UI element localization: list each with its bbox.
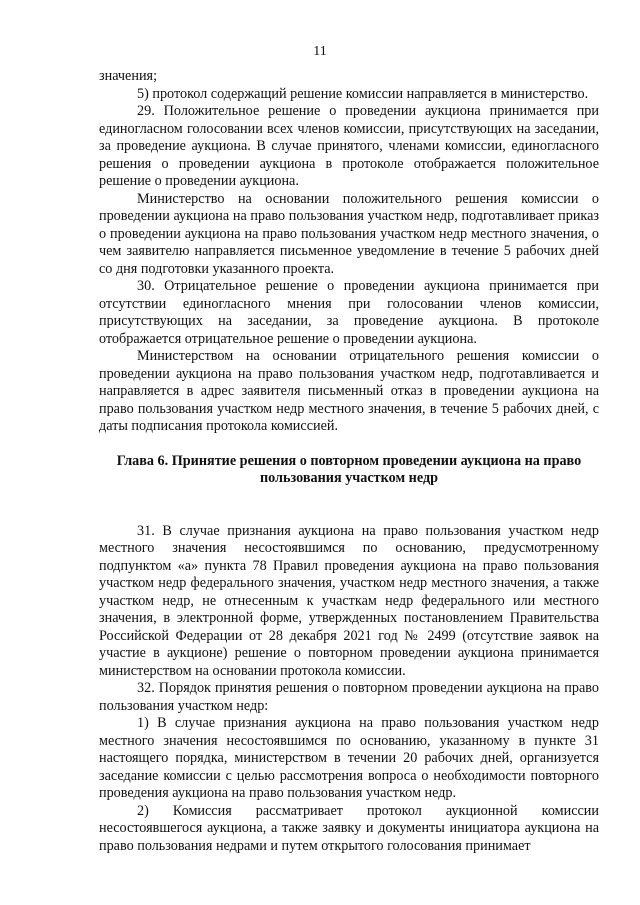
paragraph: 2) Комиссия рассматривает протокол аукционной комиссии несостоявшегося аукциона, а также заявку и документы инициатора аукциона на право пользования недрами и путем открытого голосования принимает — [99, 802, 599, 854]
paragraph: 31. В случае признания аукциона на право пользования участком недр местного значения несостоявшимся по основанию, предусмотренному подпунктом «а» пункта 78 Правил проведения аукциона на право пользования участком недр федерального значения, участком недр местного значения, а также участком недр, не отнесенным к участкам недр федерального или местного значения, в электронной форме, утвержденных постановлением Правительства Российской Федерации от 28 декабря 2021 год № 2499 (отсутствие заявок на участие в аукционе) решение о повторном проведении аукциона принимается министерством на основании протокола комиссии. — [99, 522, 599, 679]
paragraph: Министерство на основании положительного решения комиссии о проведении аукциона на право пользования участком недр, подготавливает приказ о проведении аукциона на право пользования участком недр местного значения, о чем заявителю направляется письменное уведомление в течение 5 рабочих дней со дня подготовки указанного проекта. — [99, 190, 599, 277]
paragraph: значения; — [99, 68, 158, 84]
paragraph: 1) В случае признания аукциона на право пользования участком недр местного значения несостоявшимся по основанию, указанному в пункте 31 настоящего порядка, министерством в течении 20 рабочих дней, организуется заседание комиссии с целью рассмотрения вопроса о необходимости повторного проведения аукциона на право пользования участком недр. — [99, 715, 599, 801]
paragraph: 29. Положительное решение о проведении аукциона принимается при единогласном голосовании всех членов комиссии, присутствующих на заседании, за проведение аукциона. В случае принятого, членами комиссии, единогласного решения о проведении аукциона в протоколе отображается положительное решение о проведении аукциона. — [99, 103, 599, 189]
document-body — [99, 68, 599, 855]
paragraph: 30. Отрицательное решение о проведении аукциона принимается при отсутствии единогласного мнения при голосовании членов комиссии, присутствующих на заседании, за проведение аукциона. В протоколе отображается отрицательное решение о проведении аукциона. — [99, 278, 599, 347]
page-number: 11 — [313, 44, 327, 59]
paragraph: Министерством на основании отрицательного решения комиссии о проведении аукциона на право пользования участком недр, подготавливается и направляется в адрес заявителя письменный отказ в проведении аукциона на право пользования участком недр местного значения, в течение 5 рабочих дней, с даты подписания протокола комиссией. — [99, 348, 599, 434]
chapter-heading: Глава 6. Принятие решения о повторном проведении аукциона на право пользования участком недр — [116, 452, 582, 486]
paragraph: 5) протокол содержащий решение комиссии направляется в министерство. — [137, 85, 589, 102]
paragraph: 32. Порядок принятия решения о повторном проведении аукциона на право пользования участком недр: — [99, 680, 599, 714]
